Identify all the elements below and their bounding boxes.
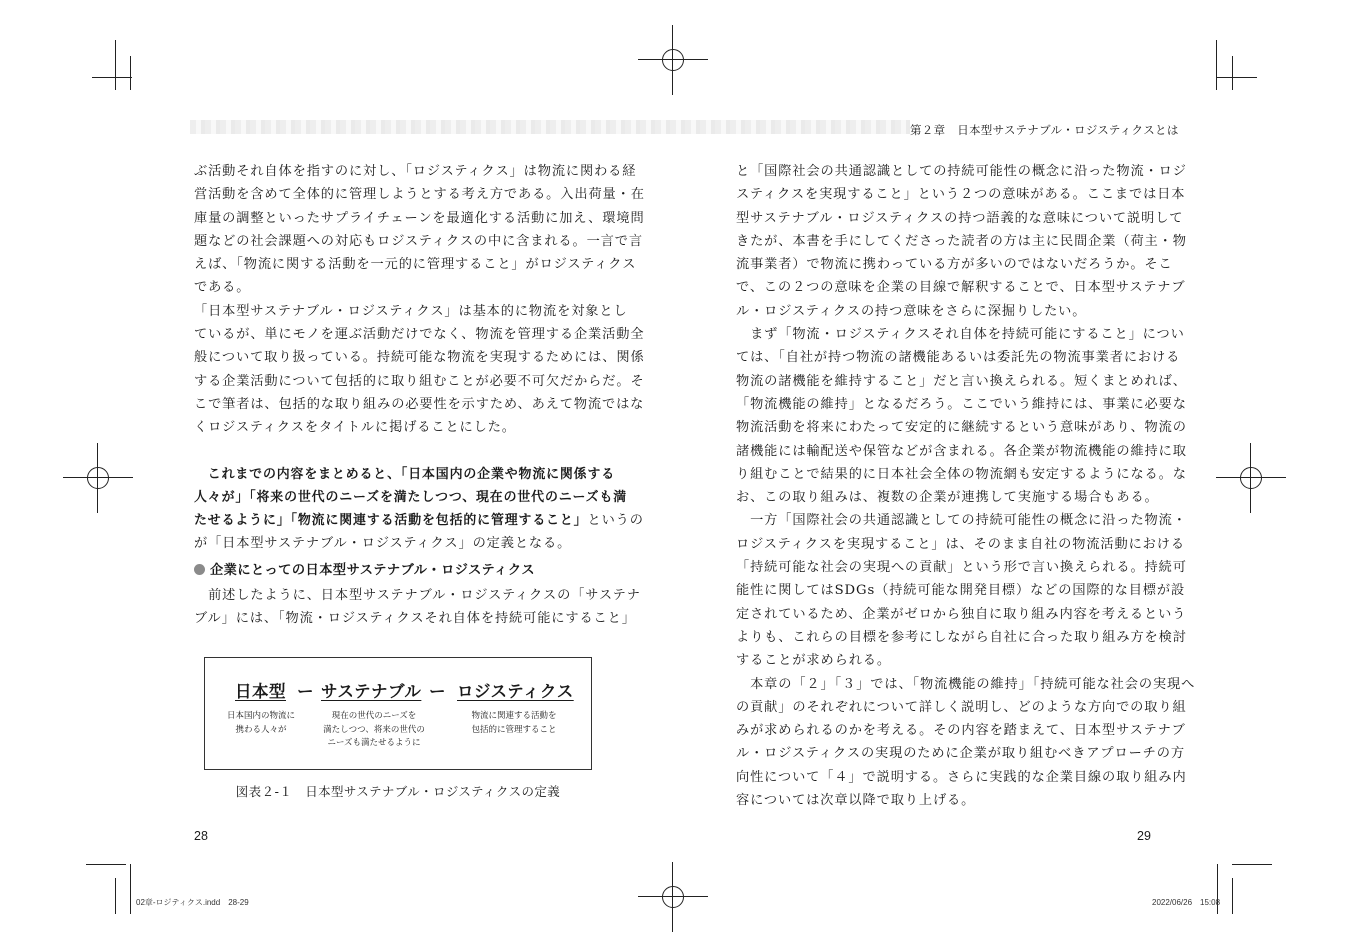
text-line: きたが、本書を手にしてくださった読者の方は主に民間企業（荷主・物 <box>736 233 1187 249</box>
text-line: 流事業者）で物流に携わっている方が多いのではないだろうか。そこ <box>736 257 1173 273</box>
figure-desc-line: 携わる人々が <box>235 724 287 735</box>
figure-desc-3 <box>457 710 571 737</box>
text-line: 「日本型サステナブル・ロジスティクス」は基本的に物流を対象とし <box>194 303 628 319</box>
figure-desc-line: 現在の世代のニーズを <box>331 711 417 721</box>
crop-mark <box>130 864 131 914</box>
figure-term-2: サステナブル <box>321 682 422 701</box>
text-line: 一方「国際社会の共通認識としての持続可能性の概念に沿った物流・ <box>736 513 1187 529</box>
summary-plain: が「日本型サステナブル・ロジスティクス」の定義となる。 <box>194 536 572 552</box>
text-line: する企業活動について包括的に取り組むことが必要不可欠だからだ。そ <box>194 373 645 389</box>
text-line: 向性について「４」で説明する。さらに実践的な企業目線の取り組み内 <box>736 769 1187 785</box>
figure-dash: ー <box>297 682 314 701</box>
page-number-left: 28 <box>194 829 208 843</box>
summary-line <box>194 486 628 509</box>
right-page-text <box>736 160 1196 812</box>
section-heading <box>194 558 612 584</box>
text-line: 物流の諸機能を維持すること」だと言い換えられる。短くまとめれば、 <box>736 373 1187 389</box>
registration-mark <box>638 862 708 932</box>
text-line: の貢献」のそれぞれについて詳しく説明し、どのような方向での取り組 <box>736 699 1187 715</box>
text-line: よりも、これらの目標を参考にしながら自社に合った取り組み方を検討 <box>736 629 1187 645</box>
figure-desc-line: 日本国内の物流に <box>226 711 295 721</box>
crop-mark <box>130 56 131 90</box>
text-line: ル・ロジスティクスの実現のために企業が取り組むべきアプローチの方 <box>736 746 1185 762</box>
text-line: 物流活動を将来にわたって安定的に継続するという意味があり、物流の <box>736 420 1187 436</box>
summary-line <box>194 532 612 555</box>
figure-desc-line: 物流に関連する活動を <box>471 711 557 721</box>
text-line: くロジスティクスをタイトルに掲げることにした。 <box>194 420 516 436</box>
text-line: えば、「物流に関する活動を一元的に管理すること」がロジスティクス <box>194 257 637 273</box>
registration-mark <box>63 443 133 513</box>
figure-desc-line: ニーズも満たせるように <box>327 738 421 748</box>
text-line: 営活動を含めて全体的に管理しようとする考え方である。入出荷量・在 <box>194 187 645 203</box>
text-line: ロジスティクスを実現すること」は、そのまま自社の物流活動における <box>736 536 1185 552</box>
text-line: 型サステナブル・ロジスティクスの持つ語義的な意味について説明して <box>736 210 1184 226</box>
text-line: ては、「自社が持つ物流の諸機能あるいは委託先の物流事業者における <box>736 350 1181 366</box>
definition-figure <box>204 657 592 770</box>
left-page-text <box>194 160 645 630</box>
text-line: お、この取り組みは、複数の企業が連携して実施する場合もある。 <box>736 490 1159 506</box>
crop-mark <box>115 878 116 914</box>
figure-dash: ー <box>429 682 446 701</box>
text-line: 「持続可能な社会の実現への貢献」という形で言い換えられる。持続可 <box>736 560 1187 576</box>
text-line: まず「物流・ロジスティクスそれ自体を持続可能にすること」につい <box>736 327 1185 343</box>
text-line: こで筆者は、包括的な取り組みの必要性を示すため、あえて物流ではな <box>194 396 645 412</box>
figure-desc-1 <box>217 710 305 737</box>
figure-term-1: 日本型 <box>235 682 286 701</box>
text-line: 題などの社会課題への対応もロジスティクスの中に含まれる。一言で言 <box>194 233 643 249</box>
text-line: 能性に関してはSDGs（持続可能な開発目標）などの国際的な目標が設 <box>736 583 1186 599</box>
text-line: 庫量の調整といったサプライチェーンを最適化する活動に加え、環境問 <box>194 210 645 226</box>
text-line: みが求められるのかを考える。その内容を踏まえて、日本型サステナブ <box>736 723 1186 739</box>
summary-bold: これまでの内容をまとめると、「日本国内の企業や物流に関係する <box>194 466 616 482</box>
slug-timestamp: 2022/06/26 15:08 <box>1152 898 1221 907</box>
crop-mark <box>92 77 132 78</box>
bullet-icon <box>194 564 205 575</box>
text-line: ル・ロジスティクスの持つ意味をさらに深掘りしたい。 <box>736 303 1087 319</box>
figure-desc-line: 満たしつつ、将来の世代の <box>323 724 425 735</box>
crop-mark <box>1216 40 1217 90</box>
figure-desc-2 <box>309 710 439 751</box>
text-line: である。 <box>194 280 251 296</box>
summary-bold: 人々が」「将来の世代のニーズを満たしつつ、現在の世代のニーズも満 <box>194 489 628 505</box>
slug-filename: 02章-ロジティクス.indd 28-29 <box>136 898 249 907</box>
crop-mark <box>86 864 126 865</box>
text-line: ているが、単にモノを運ぶ活動だけでなく、物流を管理する企業活動全 <box>194 327 645 343</box>
crop-mark <box>1217 77 1257 78</box>
text-line: スティクスを実現すること」という２つの意味がある。ここまでは日本 <box>736 187 1186 203</box>
summary-line <box>194 463 616 486</box>
text-line: 前述したように、日本型サステナブル・ロジスティクスの「サステナ <box>194 587 641 603</box>
text-line: 本章の「２」「３」では、「物流機能の維持」「持続可能な社会の実現へ <box>736 676 1196 692</box>
page-number-right: 29 <box>1137 829 1151 843</box>
text-line: ぶ活動それ自体を指すのに対し、「ロジスティクス」は物流に関わる経 <box>194 164 637 179</box>
figure-term-3: ロジスティクス <box>457 682 574 701</box>
text-line: 定されているため、企業がゼロから独自に取り組み内容を考えるという <box>736 606 1187 622</box>
section-heading-text: 企業にとっての日本型サステナブル・ロジスティクス <box>210 562 536 578</box>
summary-bold: たせるように」「物流に関連する活動を包括的に管理すること」 <box>194 513 588 529</box>
text-line: で、この２つの意味を企業の目線で解釈することで、日本型サステナブ <box>736 280 1186 296</box>
registration-mark <box>638 25 708 95</box>
crop-mark <box>1232 56 1233 90</box>
figure-desc-line: 包括的に管理すること <box>471 724 557 735</box>
crop-mark <box>1232 878 1233 914</box>
text-line: 般について取り扱っている。持続可能な物流を実現するためには、関係 <box>194 350 645 366</box>
text-line: 諸機能には輸配送や保管などが含まれる。各企業が物流機能の維持に取 <box>736 443 1187 459</box>
text-line: することが求められる。 <box>736 653 891 669</box>
registration-mark <box>1216 443 1286 513</box>
summary-line <box>194 509 644 532</box>
text-line: と「国際社会の共通認識としての持続可能性の概念に沿った物流・ロジ <box>736 164 1187 179</box>
crop-mark <box>115 40 116 90</box>
text-line: り組むことで結果的に日本社会全体の物流網も安定するようになる。な <box>736 466 1187 482</box>
figure-caption: 図表２-１ 日本型サステナブル・ロジスティクスの定義 <box>235 784 561 799</box>
crop-mark <box>1232 864 1272 865</box>
text-line: 「物流機能の維持」となるだろう。ここでいう維持には、事業に必要な <box>736 396 1187 412</box>
scan-artifact <box>190 120 910 134</box>
running-header: 第２章 日本型サステナブル・ロジスティクスとは <box>910 123 1179 137</box>
text-line: ブル」には、「物流・ロジスティクスそれ自体を持続可能にすること」 <box>194 611 636 627</box>
summary-plain: というの <box>587 513 644 529</box>
text-line: 容については次章以降で取り上げる。 <box>736 793 976 809</box>
